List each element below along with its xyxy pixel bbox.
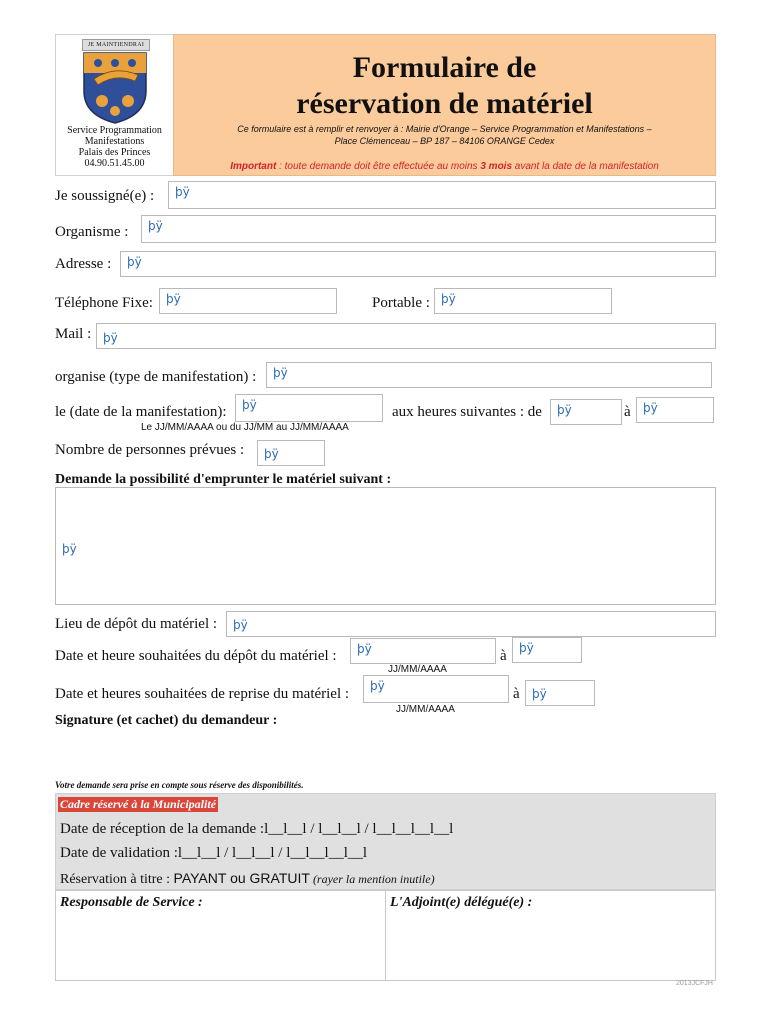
date-reprise-label: Date et heures souhaitées de reprise du matériel : (55, 686, 350, 702)
responsable-label: Responsable de Service : (60, 895, 203, 910)
reservation-note: (rayer la mention inutile) (309, 872, 435, 886)
nombre-label: Nombre de personnes prévues : (55, 442, 245, 458)
date-depot-label: Date et heure souhaitées du dépôt du matériel : (55, 648, 337, 664)
date-depot-field[interactable] (350, 638, 496, 664)
a-label: à (500, 648, 507, 664)
materiel-textarea[interactable] (55, 487, 716, 605)
field-placeholder: þÿ (103, 331, 118, 345)
header-title-panel (173, 34, 716, 176)
field-placeholder: þÿ (166, 292, 181, 306)
validation-line: Date de validation :l__l__l / l__l__l / l__l__l__l__l (60, 845, 368, 861)
field-placeholder: þÿ (175, 185, 190, 199)
adresse-label: Adresse : (55, 256, 112, 272)
field-placeholder: þÿ (264, 447, 279, 461)
important-label: Important (230, 161, 277, 172)
adjoint-label: L'Adjoint(e) délégué(e) : (390, 895, 533, 910)
disclaimer: Votre demande sera prise en compte sous réserve des disponibilités. (55, 780, 304, 790)
heure-debut-field[interactable] (550, 399, 622, 425)
date-reprise-format: JJ/MM/AAAA (396, 704, 455, 715)
heure-reprise-field[interactable] (525, 680, 595, 706)
field-placeholder: þÿ (643, 401, 658, 415)
adjoint-box[interactable] (385, 890, 716, 981)
demande-label: Demande la possibilité d'emprunter le matériel suivant : (55, 472, 392, 487)
notice-line1: Ce formulaire est à remplir et renvoyer à : Mairie d'Orange – Service Programmation et Manifestations – (237, 124, 652, 134)
field-placeholder: þÿ (233, 618, 248, 632)
organise-field[interactable] (266, 362, 712, 388)
reservation-options: PAYANT ou GRATUIT (173, 870, 310, 886)
field-placeholder: þÿ (148, 219, 163, 233)
reservation-line (60, 870, 435, 888)
lieu-field[interactable] (226, 611, 716, 637)
organisme-label: Organisme : (55, 224, 129, 240)
date-manif-label: le (date de la manifestation): (55, 404, 227, 420)
reservation-prefix: Réservation à titre : (60, 872, 174, 887)
mail-label: Mail : (55, 326, 92, 342)
notice-line2: Place Clémenceau – BP 187 – 84106 ORANGE Cedex (334, 136, 555, 146)
portable-field[interactable] (434, 288, 612, 314)
important-notice (174, 161, 715, 172)
date-depot-format: JJ/MM/AAAA (388, 664, 447, 675)
reception-line: Date de réception de la demande :l__l__l / l__l__l / l__l__l__l__l (60, 821, 454, 837)
field-placeholder: þÿ (242, 398, 257, 412)
responsable-box[interactable] (55, 890, 386, 981)
field-placeholder: þÿ (532, 687, 547, 701)
heure-depot-field[interactable] (512, 637, 582, 663)
important-emph: 3 mois (480, 161, 513, 172)
soussigne-label: Je soussigné(e) : (55, 188, 155, 204)
municipal-heading: Cadre réservé à la Municipalité (60, 797, 216, 811)
nombre-field[interactable] (257, 440, 325, 466)
mail-field[interactable] (96, 323, 716, 349)
date-manif-hint: Le JJ/MM/AAAA ou du JJ/MM au JJ/MM/AAAA (141, 422, 349, 433)
heures-label: aux heures suivantes : de (392, 404, 542, 420)
telephone-label: Téléphone Fixe: (55, 295, 153, 311)
field-placeholder: þÿ (127, 255, 142, 269)
date-manif-field[interactable] (235, 394, 383, 422)
coat-of-arms-icon (80, 51, 150, 125)
a-label: à (624, 404, 631, 420)
organisme-field[interactable] (141, 215, 716, 243)
telephone-field[interactable] (159, 288, 337, 314)
heure-fin-field[interactable] (636, 397, 714, 423)
portable-label: Portable : (372, 295, 430, 311)
org-line: Manifestations (84, 136, 145, 147)
header-logo-panel (55, 34, 173, 176)
signature-label: Signature (et cachet) du demandeur : (55, 713, 278, 728)
field-placeholder: þÿ (519, 641, 534, 655)
organise-label: organise (type de manifestation) : (55, 369, 257, 385)
field-placeholder: þÿ (62, 542, 77, 556)
important-text-a: : toute demande doit être effectuée au moins (276, 161, 481, 172)
lieu-label: Lieu de dépôt du matériel : (55, 616, 218, 632)
form-title-line1: Formulaire de (352, 51, 537, 84)
important-text-b: avant la date de la manifestation (512, 161, 659, 172)
form-title-line2: réservation de matériel (296, 87, 593, 120)
field-placeholder: þÿ (357, 642, 372, 656)
adresse-field[interactable] (120, 251, 716, 277)
org-line: Service Programmation (67, 125, 162, 136)
field-placeholder: þÿ (273, 366, 288, 380)
field-placeholder: þÿ (370, 679, 385, 693)
a-label: à (513, 686, 520, 702)
municipal-section (55, 793, 716, 890)
org-phone: 04.90.51.45.00 (84, 158, 145, 169)
date-reprise-field[interactable] (363, 675, 509, 703)
soussigne-field[interactable] (168, 181, 716, 209)
motto-banner: JE MAINTIENDRAI (82, 39, 150, 51)
footer-code: 2013JCFJH (676, 980, 713, 987)
field-placeholder: þÿ (557, 403, 572, 417)
field-placeholder: þÿ (441, 292, 456, 306)
org-line: Palais des Princes (78, 147, 151, 158)
